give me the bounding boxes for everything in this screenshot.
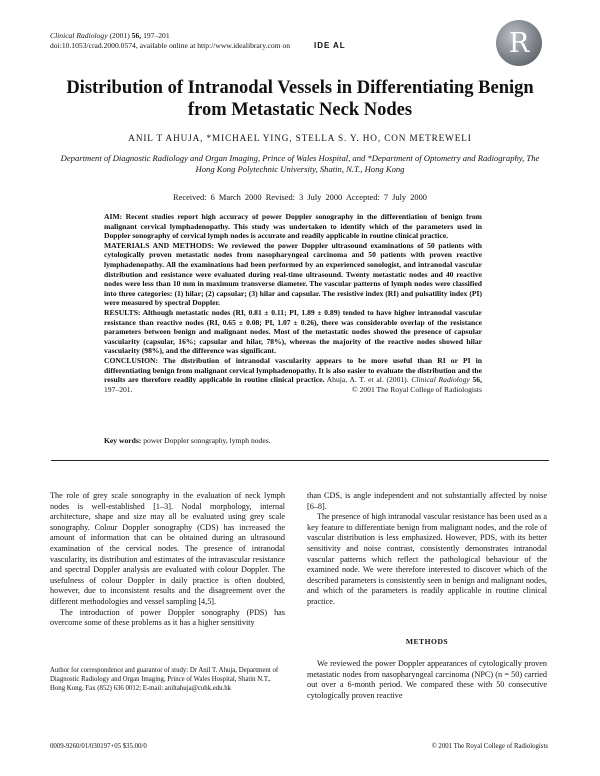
abstract-copyright: © 2001 The Royal College of Radiologists (351, 384, 482, 394)
title-line-1: Distribution of Intranodal Vessels in Differentiating Benign (66, 78, 534, 98)
keywords-label: Key words: (104, 436, 142, 445)
keywords-text: power Doppler sonography, lymph nodes. (143, 436, 271, 445)
body-paragraph: The presence of high intranodal vascular resistance has been used as a key feature to differentiate benign from malignant nodes, and the role of vascular distribution is less emphasized. However, PDS, with its better sensitivity and noise contrast, consistently demonstrates intranodal vascular patterns which reflect the pathological behaviour of the examined node. We were therefore interested to discover which of the described parameters is consistently seen in benign and malignant nodes, and which of the parameters is readily applicable in routine clinical practice. (307, 512, 547, 606)
affiliation: Department of Diagnostic Radiology and Organ Imaging, Prince of Wales Hospital, and *Department of Optometry and Radiography, The Hong Kong Polytechnic University, Shatin, N.T., Hong Kong (60, 153, 540, 174)
ideal-logo: IDE AL (314, 41, 346, 50)
body-paragraph: The role of grey scale sonography in the evaluation of neck lymph nodes is well-established [1–3]. Nodal morphology, internal architecture, shape and size may all be evaluated using grey scale sonography. Colour Doppler sonography (CDS) has increased the amount of information that can be obtained during an ultrasound examination of the cervical nodes. The presence of intranodal vascularity, its distribution and estimates of the intravascular resistance and spectral Doppler analysis are evaluated with colour Doppler. The usefulness of colour Doppler in daily practice is often doubted, however, due to inconsistent results and the disagreement over the different methodologies and vessel sampling [4,5]. (50, 491, 285, 606)
article-title (40, 77, 560, 121)
journal-volume: 56, (131, 31, 142, 40)
badge-letter: R (508, 27, 530, 59)
correspondence-footnote: Author for correspondence and guarantor of study: Dr Anil T. Ahuja, Department of Diagnostic Radiology and Organ Imaging, Prince of Wales Hospital, Shatin N.T., Hong Kong. Fax (852) 636 0012; E-mail: aniltahuja@cuhk.edu.hk (50, 667, 279, 692)
journal-citation-line (50, 31, 290, 41)
citation-volume: 56, (472, 375, 482, 385)
journal-name: Clinical Radiology (50, 31, 108, 40)
citation-authors: Ahuja, A. T. et al. (2001). (326, 375, 409, 385)
journal-pages: 197–201 (143, 31, 170, 40)
journal-year: (2001) (109, 31, 130, 40)
body-paragraph: than CDS, is angle independent and not substantially affected by noise [6–8]. (307, 491, 547, 511)
keywords (104, 436, 271, 445)
body-column-left (50, 491, 285, 629)
journal-header (50, 31, 290, 51)
citation-pages: 197–201. (104, 384, 133, 394)
citation-journal: Clinical Radiology (411, 375, 470, 385)
abstract-results: RESULTS: Although metastatic nodes (RI, 0.81 ± 0.11; PI, 1.89 ± 0.89) tended to have higher intranodal vascular resistance than reactive nodes (RI, 0.65 ± 0.08; PI, 1.07 ± 0.26), there was considerable overlap of the resistance parameters between benign and malignant nodes. Most of the metastatic nodes showed the presence of capsular vascularity (capsular, 16%; capsular and hilar, 78%), whereas the majority of the reactive nodes showed hilar vascularity (98%), and the difference was significant. (104, 307, 482, 356)
body-column-right-methods (307, 659, 547, 701)
issn-line: 0009-9260/01/030197+05 $35.00/0 (50, 743, 147, 750)
doi-line[interactable]: doi:10.1053/crad.2000.0574, available online at http://www.idealibrary.com on (50, 41, 291, 50)
author-list: ANIL T AHUJA, *MICHAEL YING, STELLA S. Y. HO, CON METREWELI (128, 133, 472, 143)
methods-heading: METHODS (405, 637, 449, 646)
body-paragraph: We reviewed the power Doppler appearances of cytologically proven metastatic nodes from nasopharyngeal carcinoma (NPC) (n = 50) carried out over a 6-month period. We compared these with 50 consecutive cytologically proven reactive (307, 659, 547, 700)
abstract-aim: AIM: Recent studies report high accuracy of power Doppler sonography in the differentiation of benign from malignant cervical lymphadenopathy. This study was undertaken to identify which of the parameters used in Doppler sonography of cervical lymph nodes is accurate and readily applicable in routine clinical practice. (104, 212, 482, 241)
abstract-methods: MATERIALS AND METHODS: We reviewed the power Doppler ultrasound examinations of 50 patients with cytologically proven metastatic nodes from nasopharyngeal carcinoma and 50 patients with proven reactive lymphadenopathy. All the examinations had been performed by an experienced sonologist, and intranodal vascular distribution and resistance were evaluated during real-time ultrasound. Twenty metastatic nodes and 40 reactive nodes were less than 10 mm in maximum transverse diameter. The vascular patterns of lymph nodes were classified into three categories: (1) hilar; (2) capsular; (3) hilar and capsular. The resistive index (RI) and pulsatility index (PI) were measured by spectral Doppler. (104, 240, 482, 308)
body-paragraph: The introduction of power Doppler sonography (PDS) has overcome some of these problems as it has a higher sensitivity (50, 607, 285, 628)
abstract (104, 212, 482, 394)
footer-copyright: © 2001 The Royal College of Radiologists (431, 743, 548, 750)
journal-badge-icon (496, 20, 542, 66)
abstract-conclusion-block (104, 356, 482, 394)
abstract-conclusion: CONCLUSION: The distribution of intranodal vascularity appears to be more useful than RI or PI in differentiating benign from malignant cervical lymphadenopathy. It is also easier to evaluate the distribution and the results are therefore readily applicable in routine clinical practice. (104, 355, 482, 385)
title-line-2: from Metastatic Neck Nodes (187, 100, 413, 120)
body-column-right (307, 491, 547, 608)
article-dates: Received: 6 March 2000 Revised: 3 July 2000 Accepted: 7 July 2000 (173, 193, 427, 202)
section-divider (51, 460, 549, 461)
